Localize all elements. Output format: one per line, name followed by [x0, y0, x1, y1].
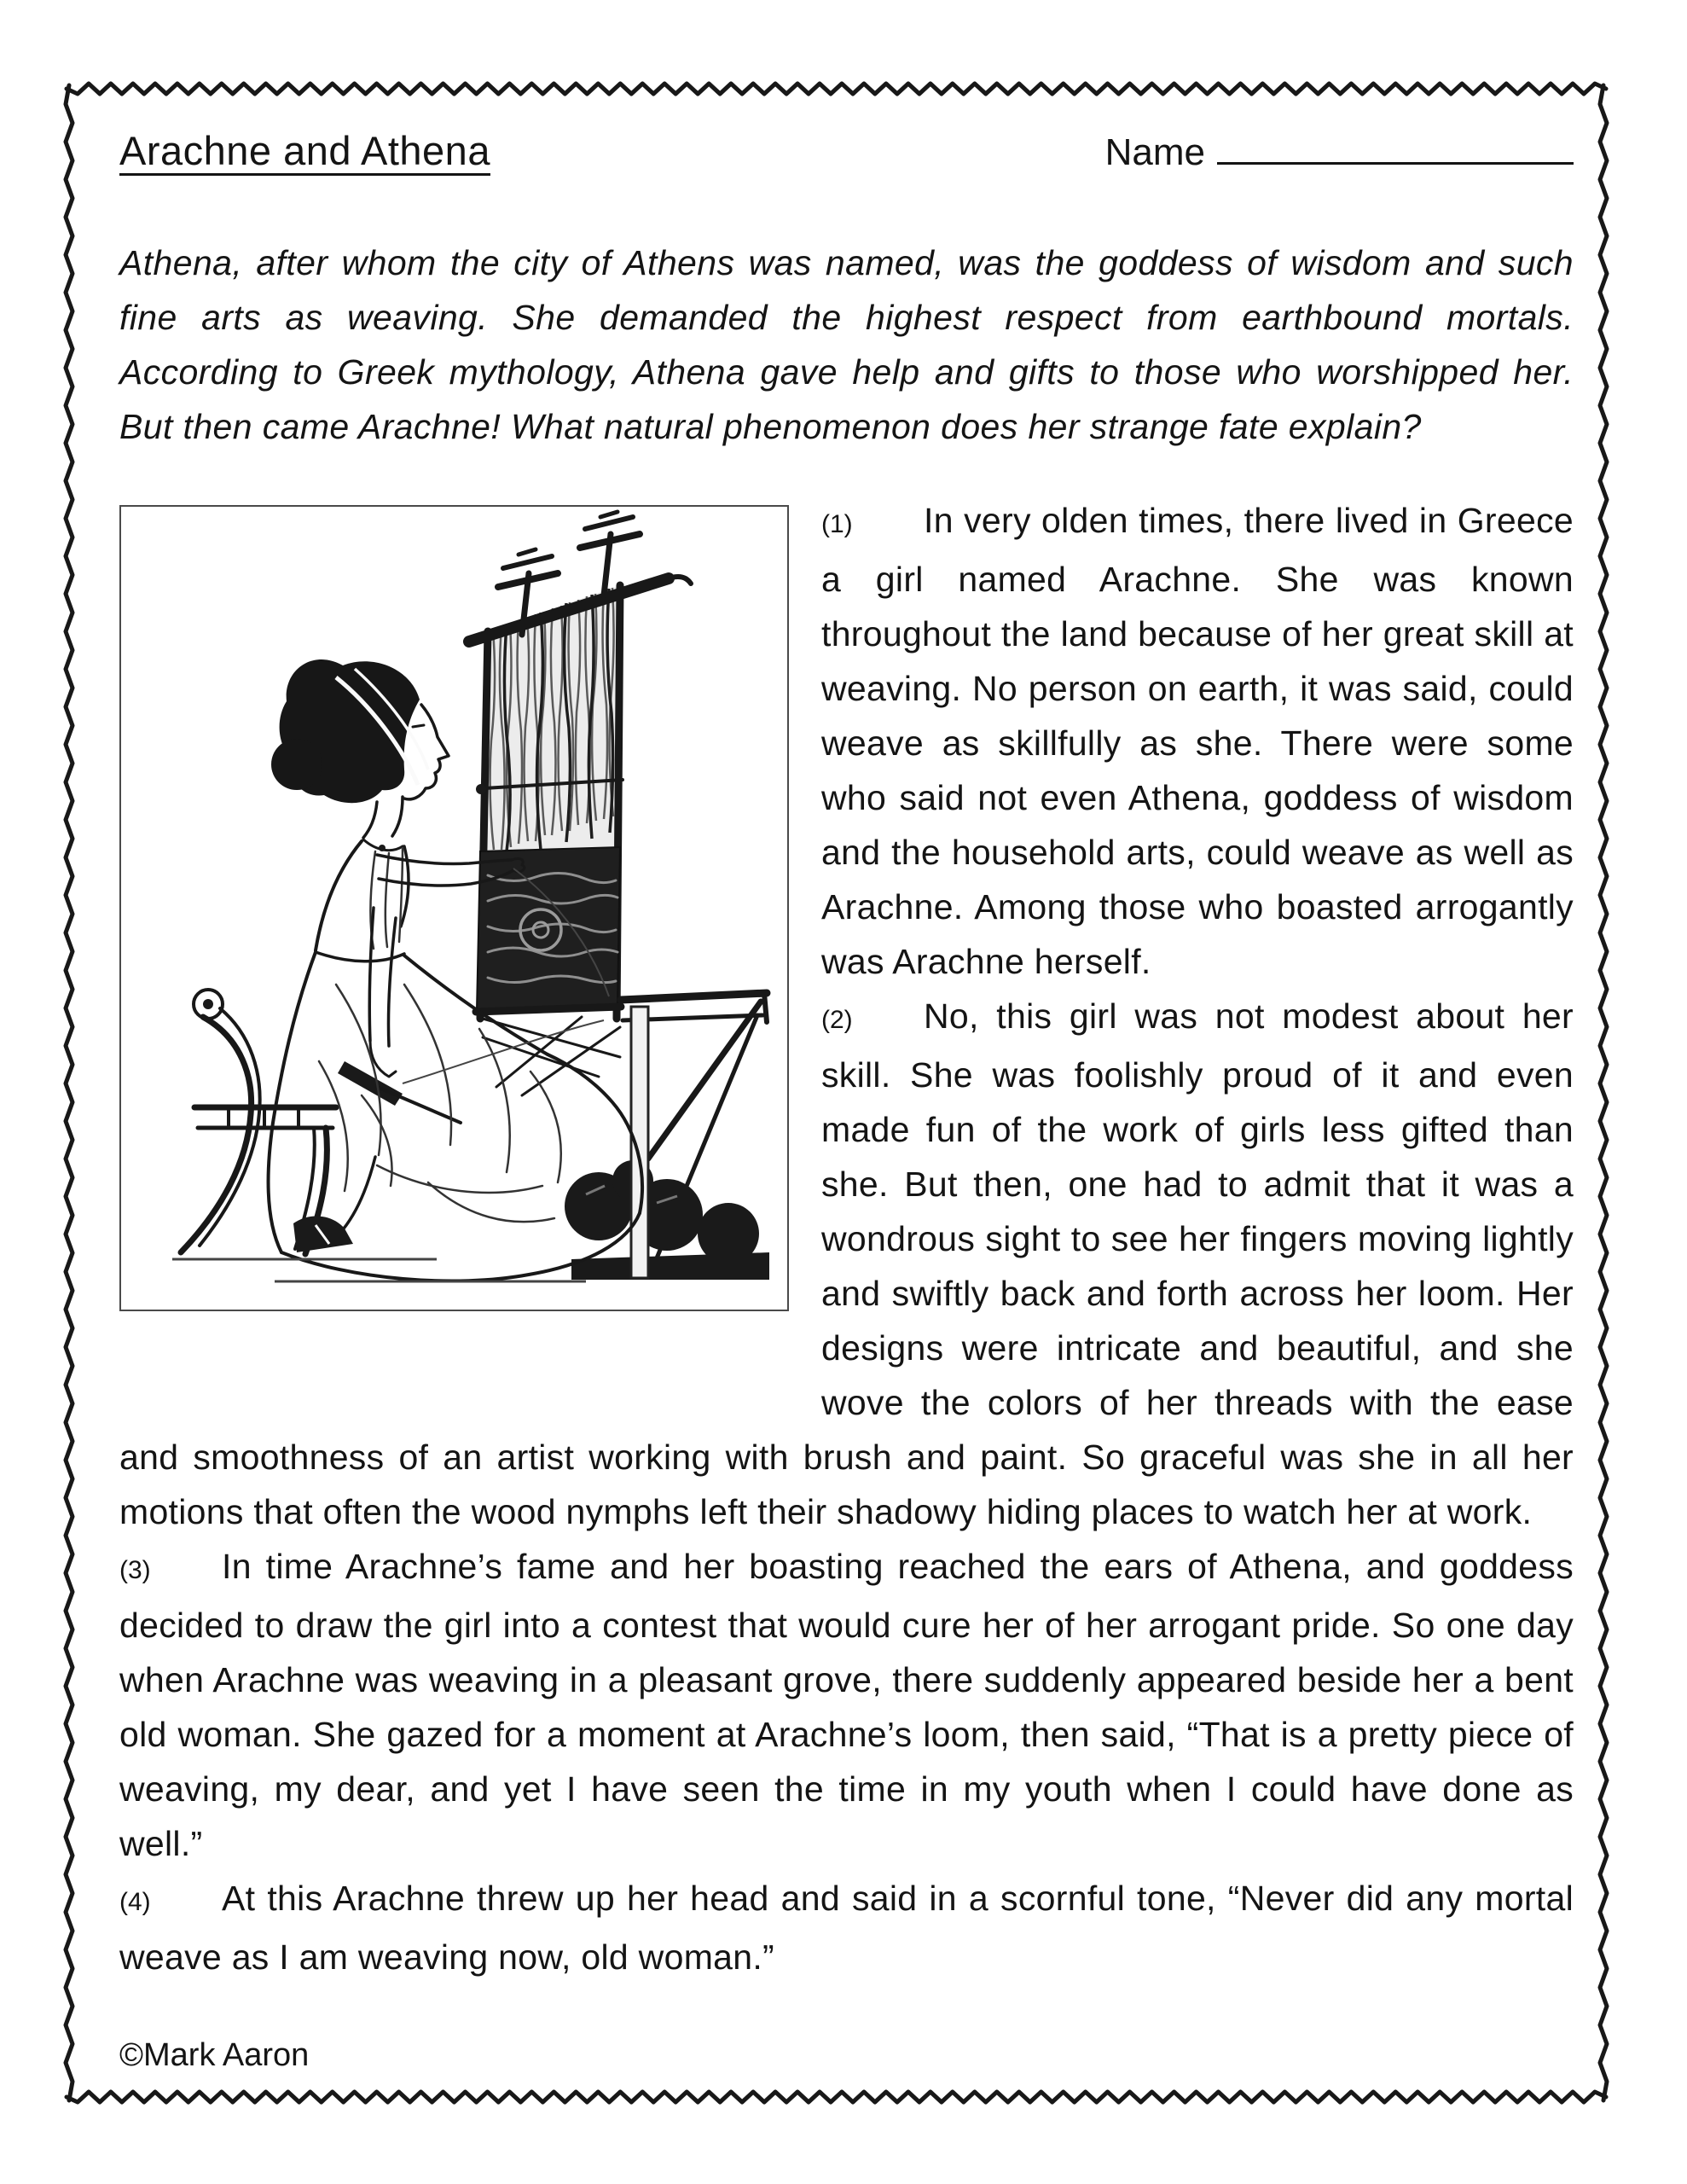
- story-paragraph-4: [119, 1871, 1574, 1984]
- paragraph-text: At this Arachne threw up her head and said in a scornful tone, “Never did any mortal weave as I am weaving now, old woman.”: [119, 1879, 1574, 1977]
- header-row: [119, 125, 1574, 174]
- paragraph-text: In time Arachne’s fame and her boasting reached the ears of Athena, and goddess decided to draw the girl into a contest that would cure her of her arrogant pride. So one day when Arachne was weaving in a pleasant grove, there suddenly appeared beside her a bent old woman. She gazed for a moment at Arachne’s loom, then said, “That is a pretty piece of weaving, my dear, and yet I have seen the time in my youth when I could have done as well.”: [119, 1547, 1574, 1863]
- story-body: [119, 493, 1574, 1984]
- worksheet-content: [119, 125, 1574, 2074]
- woman-weaving-illustration: [121, 507, 787, 1310]
- klismos-chair: [181, 990, 336, 1254]
- name-field: [1105, 125, 1574, 174]
- illustration-frame: [119, 505, 789, 1311]
- paragraph-text: No, this girl was not modest about her skill. She was foolishly proud of it and even made fun of the work of girls less gifted than she. But then, one had to admit that it was a wondrous sight to see her fingers moving lightly and swiftly back and forth across her loom. Her designs were intricate and beautiful, and she wove the colors of her threads with the ease and smoothness of an artist working with brush and paint. So graceful was she in all her motions that often the wood nymphs left their shadowy hiding places to watch her at work.: [119, 996, 1574, 1531]
- paragraph-number: (4): [119, 1888, 151, 1916]
- ground-lines: [172, 1259, 586, 1281]
- upright-loom: [469, 512, 691, 1095]
- copyright-credit: ©Mark Aaron: [119, 2037, 310, 2073]
- page-title: Arachne and Athena: [119, 128, 490, 173]
- story-paragraph-3: [119, 1539, 1574, 1871]
- paragraph-number: (2): [821, 1006, 853, 1034]
- name-label: Name: [1104, 131, 1205, 173]
- paragraph-text: In very olden times, there lived in Greece a girl named Arachne. She was known throughout the land because of her great skill at weaving. No person on earth, it was said, could weave as skillfully as she. There were some who said not even Athena, goddess of wisdom and the household arts, could weave as well as Arachne. Among those who boasted arrogantly was Arachne herself.: [821, 501, 1574, 981]
- name-blank-line[interactable]: [1217, 125, 1574, 165]
- intro-paragraph: Athena, after whom the city of Athens was named, was the goddess of wisdom and such fine arts as weaving. She demanded the highest respect from earthbound mortals. According to Greek mythology, Athena gave help and gifts to those who worshipped her. But then came Arachne! What natural phenomenon does her strange fate explain?: [119, 243, 1574, 446]
- paragraph-number: (1): [821, 510, 853, 538]
- paragraph-number: (3): [119, 1556, 151, 1584]
- wool-pile: [565, 1160, 769, 1280]
